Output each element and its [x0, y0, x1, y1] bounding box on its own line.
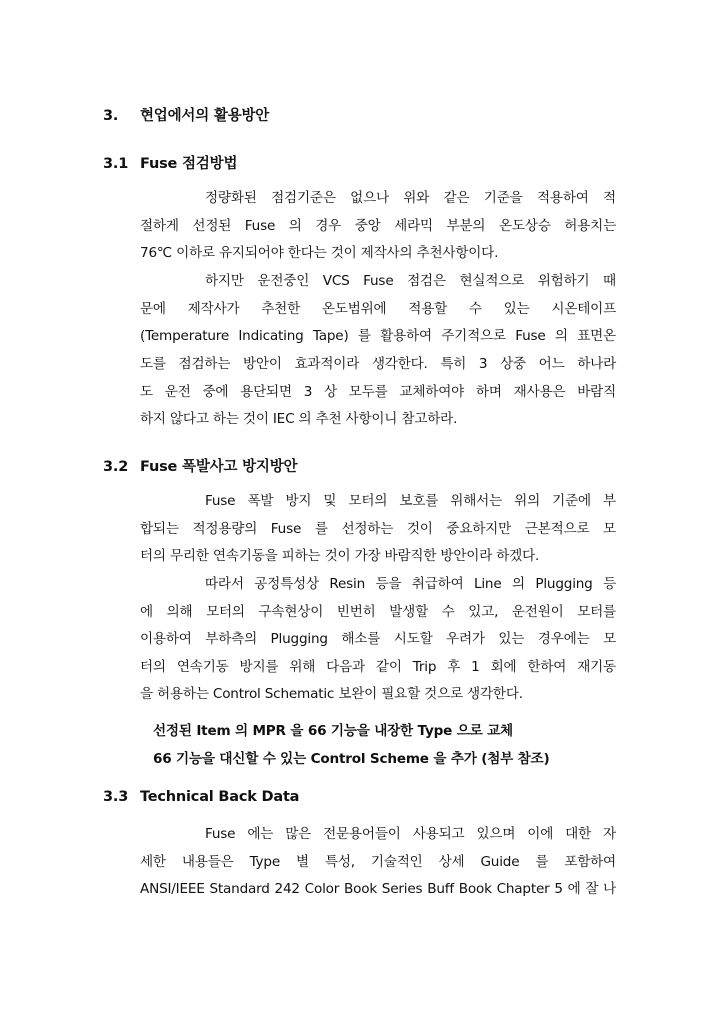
s32-line-4: 따라서 공정특성상 Resin 등을 취급하여 Line 의 Plugging 등 [205, 576, 616, 592]
s32-line-6: 이용하여 부하측의 Plugging 해소를 시도할 우려가 있는 경우에는 모 [140, 631, 616, 647]
s31-line-2: 절하게 선정된 Fuse 의 경우 중앙 세라믹 부분의 온도상승 허용치는 [140, 218, 616, 234]
s31-line-5: 문에 제작사가 추천한 온도범위에 적용할 수 있는 시온테이프 [140, 301, 616, 317]
s31-line-7: 도를 점검하는 방안이 효과적이라 생각한다. 특히 3 상중 어느 하나라 [140, 356, 616, 372]
s31-line-9: 하지 않다고 하는 것이 IEC 의 추천 사항이니 참고하라. [140, 411, 458, 427]
section-3-heading [103, 104, 269, 125]
section-3-3-number: 3.3 [103, 789, 129, 805]
section-3-number: 3. [103, 108, 119, 124]
s32-bullet-1: 선정된 Item 의 MPR 을 66 기능을 내장한 Type 으로 교체 [153, 723, 513, 739]
section-3-2-heading [103, 455, 297, 476]
s32-line-3: 터의 무리한 연속기동을 피하는 것이 가장 바람직한 방안이라 하겠다. [140, 548, 540, 564]
s33-line-1: Fuse 에는 많은 전문용어들이 사용되고 있으며 이에 대한 자 [205, 826, 616, 842]
s31-line-1: 정량화된 점검기준은 없으나 위와 같은 기준을 적용하여 적 [205, 190, 616, 206]
s32-line-8: 을 허용하는 Control Schematic 보완이 필요할 것으로 생각한다. [140, 686, 523, 702]
s32-line-5: 에 의해 모터의 구속현상이 빈번히 발생할 수 있고, 운전원이 모터를 [140, 604, 616, 620]
s31-line-6: (Temperature Indicating Tape) 를 활용하여 주기적으로 Fuse 의 표면온 [140, 328, 616, 344]
s31-line-8: 도 운전 중에 용단되면 3 상 모두를 교체하여야 하며 재사용은 바람직 [140, 384, 616, 400]
s31-line-4: 하지만 운전중인 VCS Fuse 점검은 현실적으로 위험하기 때 [205, 273, 616, 289]
section-3-3-heading [103, 789, 299, 805]
section-3-2-number: 3.2 [103, 459, 129, 475]
section-3-1-title: Fuse 점검방법 [140, 156, 238, 172]
section-3-2-title: Fuse 폭발사고 방지방안 [140, 459, 298, 475]
s32-bullet-2: 66 기능을 대신할 수 있는 Control Scheme 을 추가 (첨부 참조) [153, 751, 550, 767]
section-3-title: 현업에서의 활용방안 [140, 108, 270, 124]
s33-line-2: 세한 내용들은 Type 별 특성, 기술적인 상세 Guide 를 포함하여 [140, 854, 616, 870]
s33-line-3: ANSI/IEEE Standard 242 Color Book Series Buff Book Chapter 5 에 잘 나 [140, 881, 616, 897]
section-3-1-number: 3.1 [103, 156, 129, 172]
s32-line-2: 합되는 적정용량의 Fuse 를 선정하는 것이 중요하지만 근본적으로 모 [140, 521, 616, 537]
s32-line-7: 터의 연속기동 방지를 위해 다음과 같이 Trip 후 1 회에 한하여 재기동 [140, 659, 616, 675]
section-3-1-heading [103, 152, 237, 173]
section-3-3-title: Technical Back Data [140, 789, 300, 805]
s31-line-3: 76℃ 이하로 유지되어야 한다는 것이 제작사의 추천사항이다. [140, 245, 499, 261]
s32-line-1: Fuse 폭발 방지 및 모터의 보호를 위해서는 위의 기준에 부 [205, 493, 616, 509]
